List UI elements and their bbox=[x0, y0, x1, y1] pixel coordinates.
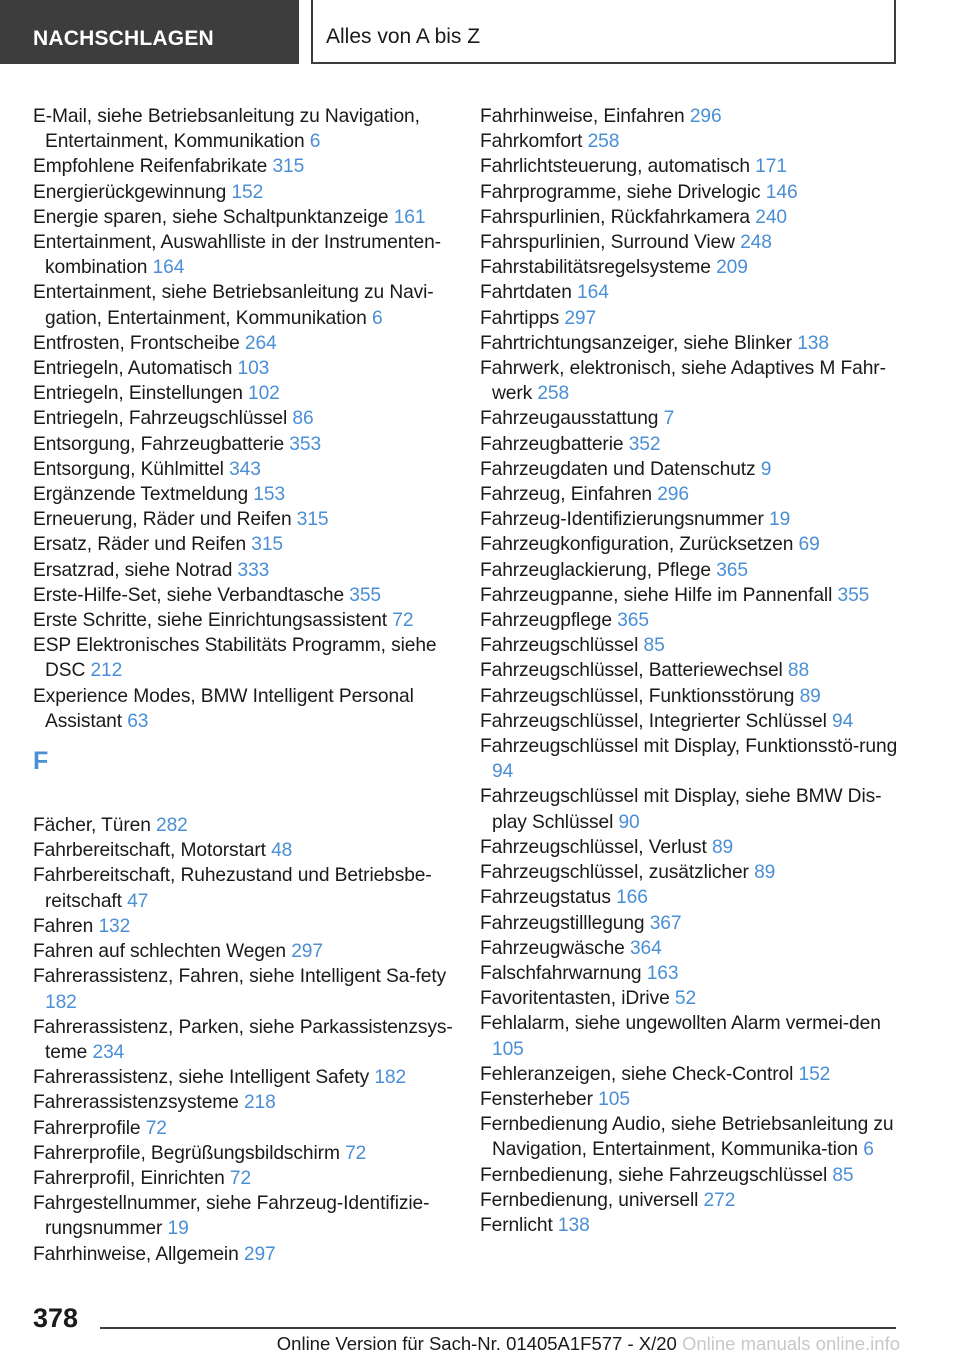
index-entry-text: Fahrhinweise, Einfahren bbox=[480, 106, 685, 127]
index-entry-text: Entertainment, siehe Betriebsanleitung zu Navi-gation, Entertainment, Kommunikation bbox=[33, 282, 434, 329]
index-entry-page-link[interactable]: 7 bbox=[663, 408, 675, 430]
page-number: 378 bbox=[33, 1303, 79, 1333]
index-entry-text: Fahrprogramme, siehe Drivelogic bbox=[480, 181, 761, 203]
index-entry-text: Fahrzeugkonfiguration, Zurücksetzen bbox=[480, 534, 794, 556]
index-entry bbox=[480, 734, 900, 784]
index-entry-page-link[interactable]: 333 bbox=[237, 559, 270, 581]
index-section-letter: F bbox=[33, 747, 49, 776]
index-entry bbox=[33, 914, 453, 939]
index-entry bbox=[480, 1163, 900, 1188]
index-entry-text: Fahrzeugschlüssel, zusätzlicher bbox=[480, 862, 749, 884]
index-entry bbox=[480, 1062, 900, 1087]
index-entry-text: Fahrtrichtungsanzeiger, siehe Blinker bbox=[480, 332, 792, 354]
index-entry-text: Fahrerprofile, Begrüßungsbildschirm bbox=[33, 1142, 340, 1164]
index-entry-page-link[interactable]: 102 bbox=[248, 383, 280, 405]
index-entry-page-link[interactable]: 343 bbox=[229, 458, 261, 480]
index-entry bbox=[480, 507, 900, 532]
index-entry-page-link[interactable]: 47 bbox=[127, 890, 149, 912]
index-entry bbox=[480, 709, 900, 734]
index-column-right bbox=[480, 104, 900, 1238]
index-entry-text: Erneuerung, Räder und Reifen bbox=[33, 509, 292, 531]
index-entry bbox=[480, 482, 900, 507]
index-entry bbox=[480, 961, 900, 986]
index-entry-page-link[interactable]: 364 bbox=[629, 937, 662, 959]
index-entry bbox=[33, 180, 453, 205]
index-entry-text: Ersatzrad, siehe Notrad bbox=[33, 559, 233, 581]
index-entry-text: Fahrerassistenz, siehe Intelligent Safety bbox=[33, 1067, 370, 1089]
index-entry-text: ESP Elektronisches Stabilitäts Programm, siehe DSC bbox=[33, 635, 437, 682]
index-entry-text: Fahrzeugschlüssel, Verlust bbox=[480, 836, 707, 858]
index-entry-page-link[interactable]: 152 bbox=[231, 181, 264, 203]
index-entry-text: Ergänzende Textmeldung bbox=[33, 484, 249, 506]
index-entry-text: Fernbedienung, universell bbox=[480, 1189, 699, 1211]
index-entry-page-link[interactable]: 163 bbox=[646, 962, 679, 984]
index-entry bbox=[480, 406, 900, 431]
index-entry-text: Fahrzeugschlüssel, Batteriewechsel bbox=[480, 660, 783, 682]
index-entry-page-link[interactable]: 72 bbox=[345, 1142, 367, 1164]
index-entry-text: Erste-Hilfe-Set, siehe Verbandtasche bbox=[33, 584, 345, 606]
index-entry-text: Entertainment, Auswahlliste in der Instrumenten-kombination bbox=[33, 232, 441, 279]
index-entry bbox=[480, 205, 900, 230]
index-entry-text: Favoritentasten, iDrive bbox=[480, 988, 670, 1010]
index-entry bbox=[480, 180, 900, 205]
index-entry bbox=[480, 356, 900, 406]
index-entry-text: Fahren bbox=[33, 915, 94, 937]
index-entry-text: Fernbedienung Audio, siehe Betriebsanleitung zu Navigation, Entertainment, Kommunika-tion bbox=[480, 1114, 894, 1161]
index-entry-page-link[interactable]: 19 bbox=[769, 509, 791, 531]
index-entry-page-link[interactable]: 85 bbox=[643, 635, 665, 657]
index-column-left bbox=[33, 104, 453, 1267]
index-entry bbox=[33, 457, 453, 482]
index-entry-page-link[interactable]: 94 bbox=[492, 761, 514, 783]
index-entry-page-link[interactable]: 182 bbox=[45, 991, 77, 1013]
index-entry-text: Fächer, Türen bbox=[33, 815, 151, 837]
index-entry-text: Fahrhinweise, Allgemein bbox=[33, 1243, 239, 1265]
index-entry-text: Fahrzeugstatus bbox=[480, 887, 611, 909]
index-entry-text: Entriegeln, Einstellungen bbox=[33, 383, 243, 405]
index-entry-page-link[interactable]: 89 bbox=[754, 862, 776, 884]
index-entry bbox=[33, 583, 453, 608]
index-entry bbox=[33, 432, 453, 457]
index-entry bbox=[33, 154, 453, 179]
index-entry bbox=[480, 558, 900, 583]
index-entry bbox=[480, 608, 900, 633]
index-entry bbox=[480, 457, 900, 482]
index-entry-text: Fahrzeugschlüssel, Funktionsstörung bbox=[480, 685, 795, 707]
index-entry bbox=[480, 532, 900, 557]
index-entry-page-link[interactable]: 161 bbox=[393, 206, 426, 228]
index-entry-text: Fahrzeugbatterie bbox=[480, 433, 624, 455]
index-entry bbox=[33, 1141, 453, 1166]
index-entry-page-link[interactable]: 355 bbox=[837, 584, 870, 606]
index-entry bbox=[33, 939, 453, 964]
index-entry-text: Fahrerprofil, Einrichten bbox=[33, 1167, 225, 1189]
index-entry bbox=[480, 432, 900, 457]
index-entry-page-link[interactable]: 315 bbox=[272, 156, 305, 178]
index-entry bbox=[33, 863, 453, 913]
footer-online-version bbox=[260, 1333, 900, 1355]
index-entry-text: Fahrzeugschlüssel, Integrierter Schlüssel bbox=[480, 710, 827, 732]
index-entry-page-link[interactable]: 69 bbox=[798, 534, 820, 556]
index-entry-page-link[interactable]: 234 bbox=[92, 1041, 125, 1063]
index-entry-page-link[interactable]: 365 bbox=[617, 610, 649, 632]
index-entry-text: Fahrerassistenzsysteme bbox=[33, 1092, 239, 1114]
index-entry-page-link[interactable]: 315 bbox=[251, 534, 283, 556]
index-entry-text: Erste Schritte, siehe Einrichtungsassistent bbox=[33, 610, 388, 632]
index-entry-page-link[interactable]: 6 bbox=[309, 131, 321, 153]
index-entry bbox=[480, 280, 900, 305]
index-entry-page-link[interactable]: 212 bbox=[90, 660, 123, 682]
index-entry-text: Energierückgewinnung bbox=[33, 181, 227, 203]
index-entry bbox=[33, 838, 453, 863]
page-header bbox=[0, 0, 960, 64]
index-entry-page-link[interactable]: 72 bbox=[392, 610, 414, 632]
index-entry-page-link[interactable]: 105 bbox=[598, 1088, 630, 1110]
index-entry-page-link[interactable]: 240 bbox=[755, 206, 787, 228]
index-entry-text: Fensterheber bbox=[480, 1088, 593, 1110]
index-entry bbox=[480, 1087, 900, 1112]
index-entry-page-link[interactable]: 72 bbox=[145, 1117, 167, 1139]
index-entry-page-link[interactable]: 282 bbox=[156, 815, 188, 837]
index-entry bbox=[33, 406, 453, 431]
index-entry-page-link[interactable]: 103 bbox=[237, 358, 270, 380]
index-entry-text: Fahrzeugschlüssel bbox=[480, 635, 639, 657]
index-entry-page-link[interactable]: 48 bbox=[271, 840, 293, 862]
index-entry-page-link[interactable]: 315 bbox=[296, 509, 329, 531]
index-entry-page-link[interactable]: 352 bbox=[628, 433, 661, 455]
index-entry bbox=[480, 306, 900, 331]
index-entry bbox=[33, 1015, 453, 1065]
index-entry-text: Fahrlichtsteuerung, automatisch bbox=[480, 156, 750, 178]
index-entry-page-link[interactable]: 164 bbox=[152, 257, 185, 279]
index-entry bbox=[33, 1191, 453, 1241]
index-entry-text: Entsorgung, Fahrzeugbatterie bbox=[33, 433, 285, 455]
index-entry-page-link[interactable]: 296 bbox=[689, 106, 722, 127]
index-entry bbox=[33, 205, 453, 230]
index-entry-text: Fahrtipps bbox=[480, 307, 560, 329]
index-entry bbox=[480, 911, 900, 936]
index-entry-page-link[interactable]: 209 bbox=[716, 257, 748, 279]
index-entry-text: Fahren auf schlechten Wegen bbox=[33, 941, 286, 963]
index-entry-text: Fahrzeuglackierung, Pflege bbox=[480, 559, 711, 581]
index-entry-page-link[interactable]: 138 bbox=[557, 1214, 590, 1236]
index-entry-text: Fahrzeugschlüssel mit Display, Funktionsstö-rung bbox=[480, 736, 898, 758]
index-entry-text: Fahrspurlinien, Rückfahrkamera bbox=[480, 206, 751, 228]
index-entry-text: Entriegeln, Automatisch bbox=[33, 358, 233, 380]
index-entry-text: Fernbedienung, siehe Fahrzeugschlüssel bbox=[480, 1164, 828, 1186]
index-entry bbox=[33, 280, 453, 330]
index-entry-text: Fahrtdaten bbox=[480, 282, 572, 304]
index-entry-page-link[interactable]: 52 bbox=[674, 988, 697, 1010]
index-entry-text: Energie sparen, siehe Schaltpunktanzeige bbox=[33, 206, 389, 228]
index-entry-page-link[interactable]: 248 bbox=[740, 232, 772, 254]
index-entry-page-link[interactable]: 367 bbox=[649, 912, 682, 934]
index-entry-text: Fahrspurlinien, Surround View bbox=[480, 232, 735, 254]
index-entry-text: Fahrerassistenz, Fahren, siehe Intelligent Sa-fety bbox=[33, 966, 447, 988]
index-entry bbox=[33, 482, 453, 507]
section-tab: NACHSCHLAGEN bbox=[0, 0, 299, 64]
index-entry-text: Fahrzeug-Identifizierungsnummer bbox=[480, 509, 764, 531]
index-entry-page-link[interactable]: 166 bbox=[616, 887, 648, 909]
index-entry-text: Fahrzeug, Einfahren bbox=[480, 484, 652, 506]
index-entry bbox=[33, 1065, 453, 1090]
index-entry-page-link[interactable]: 89 bbox=[711, 836, 734, 858]
index-entry-page-link[interactable]: 264 bbox=[244, 332, 277, 354]
index-entry-text: Fahrzeugwäsche bbox=[480, 937, 625, 959]
index-entry-text: Fahrzeugstilllegung bbox=[480, 912, 645, 934]
watermark: Online manuals online.info bbox=[681, 1333, 900, 1354]
index-entry-page-link[interactable]: 297 bbox=[243, 1243, 276, 1265]
index-entry-page-link[interactable]: 218 bbox=[243, 1092, 276, 1114]
index-entry-text: Fahrzeugschlüssel mit Display, siehe BMW Dis-play Schlüssel bbox=[480, 786, 882, 833]
index-entry-page-link[interactable]: 89 bbox=[799, 685, 821, 707]
index-entry bbox=[480, 1213, 900, 1238]
index-entry-text: Fehleranzeigen, siehe Check-Control bbox=[480, 1063, 794, 1085]
chapter-title: Alles von A bis Z bbox=[311, 0, 896, 64]
index-entry-text: Entriegeln, Fahrzeugschlüssel bbox=[33, 408, 288, 430]
index-entry-page-link[interactable]: 85 bbox=[832, 1164, 854, 1186]
index-entry-page-link[interactable]: 171 bbox=[755, 156, 787, 178]
index-entry-page-link[interactable]: 182 bbox=[374, 1067, 407, 1089]
index-entry bbox=[33, 813, 453, 838]
index-entry-page-link[interactable]: 258 bbox=[537, 383, 570, 405]
index-entry bbox=[480, 331, 900, 356]
index-entry bbox=[480, 230, 900, 255]
index-entry bbox=[33, 381, 453, 406]
index-entry bbox=[480, 885, 900, 910]
index-entry-page-link[interactable]: 258 bbox=[587, 131, 620, 153]
index-entry bbox=[480, 1011, 900, 1061]
index-entry-text: Experience Modes, BMW Intelligent Personal Assistant bbox=[33, 685, 414, 732]
index-entry-text: Fahrwerk, elektronisch, siehe Adaptives M Fahr-werk bbox=[480, 358, 886, 405]
index-entry bbox=[33, 532, 453, 557]
index-entry-page-link[interactable]: 138 bbox=[797, 332, 829, 354]
index-entry bbox=[480, 1112, 900, 1162]
index-entry bbox=[33, 1166, 453, 1191]
index-entry-text: Fahrerassistenz, Parken, siehe Parkassistenzsys-teme bbox=[33, 1016, 453, 1063]
index-entry bbox=[480, 154, 900, 179]
index-entry-page-link[interactable]: 355 bbox=[349, 584, 381, 606]
index-entry-text: Fahrstabilitätsregelsysteme bbox=[480, 257, 711, 279]
index-entry bbox=[480, 986, 900, 1011]
index-entry-page-link[interactable]: 272 bbox=[703, 1189, 736, 1211]
index-entry-page-link[interactable]: 297 bbox=[564, 307, 597, 329]
index-entry-page-link[interactable]: 6 bbox=[371, 307, 383, 329]
index-entry-text: Falschfahrwarnung bbox=[480, 962, 642, 984]
index-entry bbox=[33, 1116, 453, 1141]
index-entry bbox=[480, 784, 900, 834]
index-entry-page-link[interactable]: 146 bbox=[765, 181, 798, 203]
index-entry-page-link[interactable]: 86 bbox=[292, 408, 314, 430]
index-entry bbox=[480, 860, 900, 885]
index-entry bbox=[33, 331, 453, 356]
index-entry bbox=[33, 507, 453, 532]
index-entry-text: Fahrgestellnummer, siehe Fahrzeug-Identifizie-rungsnummer bbox=[33, 1193, 430, 1240]
index-entry bbox=[33, 964, 453, 1014]
index-entry bbox=[480, 583, 900, 608]
index-entry-text: Empfohlene Reifenfabrikate bbox=[33, 156, 268, 178]
index-entry bbox=[480, 835, 900, 860]
index-entry-page-link[interactable]: 9 bbox=[760, 458, 772, 480]
index-entry-page-link[interactable]: 105 bbox=[492, 1038, 524, 1060]
index-entry-text: E-Mail, siehe Betriebsanleitung zu Navigation, Entertainment, Kommunikation bbox=[33, 106, 420, 153]
index-entry bbox=[480, 684, 900, 709]
index-entry bbox=[480, 936, 900, 961]
footer-version-text: Online Version für Sach-Nr. 01405A1F577 - X/20 bbox=[276, 1333, 677, 1354]
index-entry bbox=[33, 104, 453, 154]
index-entry bbox=[33, 684, 453, 734]
index-entry-text: Entsorgung, Kühlmittel bbox=[33, 458, 224, 480]
index-entry bbox=[480, 1188, 900, 1213]
index-entry bbox=[33, 608, 453, 633]
index-entry bbox=[480, 633, 900, 658]
index-entry-page-link[interactable]: 72 bbox=[229, 1167, 252, 1189]
index-entry-page-link[interactable]: 6 bbox=[863, 1139, 874, 1161]
index-entry bbox=[33, 633, 453, 683]
index-entry bbox=[33, 558, 453, 583]
index-entry-page-link[interactable]: 132 bbox=[98, 915, 131, 937]
index-entry-page-link[interactable]: 63 bbox=[127, 710, 149, 732]
footer-divider bbox=[100, 1327, 896, 1329]
index-entry-text: Fahrbereitschaft, Motorstart bbox=[33, 840, 266, 862]
index-entry-text: Fahrzeugdaten und Datenschutz bbox=[480, 458, 756, 480]
index-entry bbox=[480, 658, 900, 683]
index-entry-text: Fernlicht bbox=[480, 1214, 553, 1236]
index-entry-page-link[interactable]: 19 bbox=[167, 1218, 189, 1240]
index-entry-text: Fahrzeugpflege bbox=[480, 610, 612, 632]
index-entry bbox=[33, 1242, 453, 1267]
index-entry bbox=[33, 356, 453, 381]
index-entry-text: Ersatz, Räder und Reifen bbox=[33, 534, 247, 556]
index-entry bbox=[480, 255, 900, 280]
index-entry-page-link[interactable]: 153 bbox=[253, 484, 286, 506]
index-entry bbox=[480, 129, 900, 154]
index-entry-page-link[interactable]: 296 bbox=[657, 484, 689, 506]
index-entry-page-link[interactable]: 353 bbox=[289, 433, 322, 455]
index-entry-page-link[interactable]: 164 bbox=[577, 282, 609, 304]
index-entry-text: Entfrosten, Frontscheibe bbox=[33, 332, 240, 354]
index-entry-text: Fahrbereitschaft, Ruhezustand und Betriebsbe-reitschaft bbox=[33, 865, 432, 912]
index-entry-page-link[interactable]: 90 bbox=[618, 811, 640, 833]
index-entry-page-link[interactable]: 297 bbox=[291, 941, 323, 963]
index-entry bbox=[33, 1090, 453, 1115]
index-entry-text: Fahrzeugausstattung bbox=[480, 408, 659, 430]
index-entry-page-link[interactable]: 88 bbox=[787, 660, 810, 682]
index-entry bbox=[480, 104, 900, 129]
index-entry-page-link[interactable]: 152 bbox=[798, 1063, 831, 1085]
index-entry-text: Fahrerprofile bbox=[33, 1117, 141, 1139]
index-entry-text: Fahrzeugpanne, siehe Hilfe im Pannenfall bbox=[480, 584, 833, 606]
index-entry-text: Fehlalarm, siehe ungewollten Alarm vermei-den bbox=[480, 1013, 881, 1035]
index-entry-page-link[interactable]: 365 bbox=[716, 559, 748, 581]
index-entry-page-link[interactable]: 94 bbox=[832, 710, 854, 732]
index-entry bbox=[33, 230, 453, 280]
index-entry-text: Fahrkomfort bbox=[480, 131, 583, 153]
